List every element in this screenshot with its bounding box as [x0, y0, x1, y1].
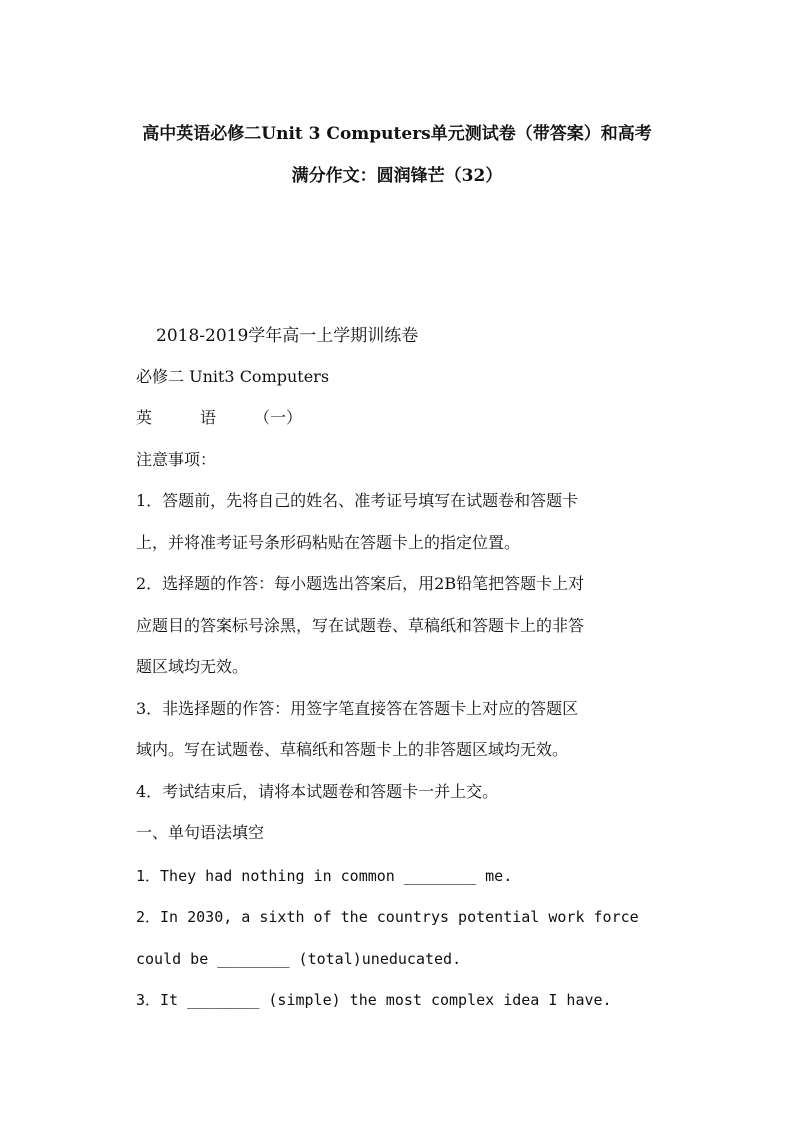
notice-line: 1．答题前，先将自己的姓名、准考证号填写在试题卷和答题卡 — [136, 491, 579, 510]
notice-line: 上，并将准考证号条形码粘贴在答题卡上的指定位置。 — [136, 533, 521, 552]
notice-line: 题区域均无效。 — [136, 657, 249, 676]
subject-char-3: （一） — [254, 408, 303, 427]
notice-heading: 注意事项： — [136, 450, 217, 469]
document-title-line-2: 满分作文：圆润锋芒（32） — [291, 166, 503, 186]
notice-line: 2．选择题的作答：每小题选出答案后，用2B铅笔把答题卡上对 — [136, 574, 585, 593]
subject-line — [136, 408, 302, 428]
subject-char-1: 英 — [136, 408, 153, 427]
subject-char-2: 语 — [200, 408, 217, 427]
question-line: 1．They had nothing in common ________ me. — [136, 867, 513, 885]
question-line: 2．In 2030, a sixth of the countrys potential work force — [136, 908, 639, 926]
question-line: 3．It ________ (simple) the most complex idea I have. — [136, 991, 612, 1009]
exam-heading: 2018-2019学年高一上学期训练卷 — [156, 326, 419, 346]
notice-line: 4．考试结束后，请将本试题卷和答题卡一并上交。 — [136, 782, 499, 801]
document-title-line-1: 高中英语必修二Unit 3 Computers单元测试卷（带答案）和高考 — [142, 124, 652, 144]
section-heading: 一、单句语法填空 — [136, 823, 265, 842]
question-line: could be ________ (total)uneducated. — [136, 950, 462, 968]
notice-line: 域内。写在试题卷、草稿纸和答题卡上的非答题区域均无效。 — [136, 740, 569, 759]
notice-line: 3．非选择题的作答：用签字笔直接答在答题卡上对应的答题区 — [136, 699, 579, 718]
notice-line: 应题目的答案标号涂黑，写在试题卷、草稿纸和答题卡上的非答 — [136, 616, 585, 635]
unit-line: 必修二 Unit3 Computers — [136, 367, 330, 386]
